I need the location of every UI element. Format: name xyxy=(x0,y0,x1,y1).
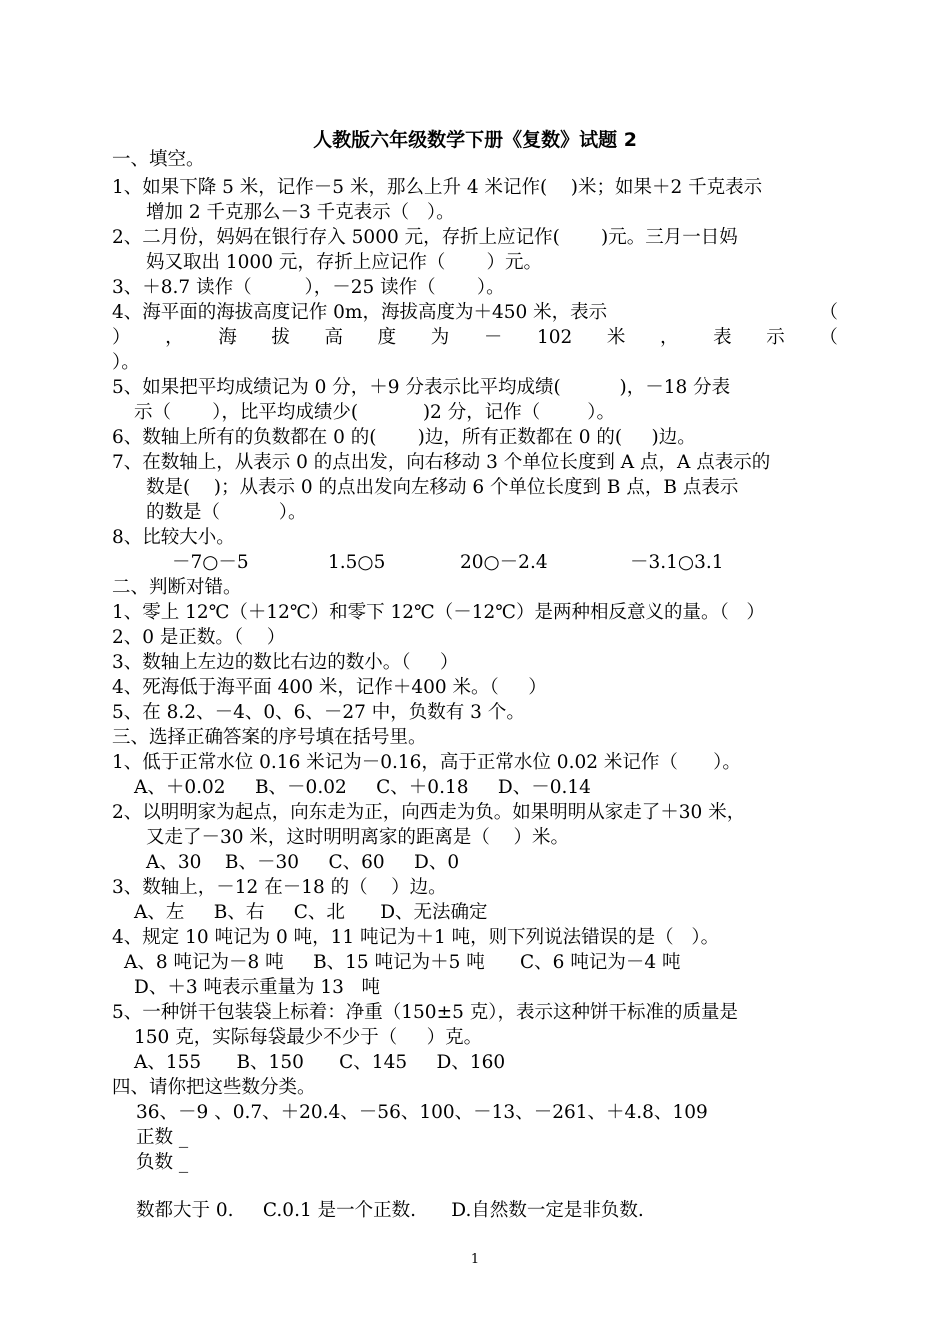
page-title: 人教版六年级数学下册《复数》试题 2 xyxy=(313,129,637,151)
compare-item: 20○－2.4 xyxy=(460,552,548,573)
q1-8-heading: 8、比较大小。 xyxy=(112,527,235,548)
q1-5-line1: 5、如果把平均成绩记为 0 分，＋9 分表示比平均成绩( )，－18 分表 xyxy=(112,377,731,398)
q1-6: 6、数轴上所有的负数都在 0 的( )边，所有正数都在 0 的( )边。 xyxy=(112,427,696,448)
q1-4-token: 度 xyxy=(377,327,397,348)
q1-1-line1: 1、如果下降 5 米，记作－5 米，那么上升 4 米记作( )米；如果＋2 千克表示 xyxy=(112,177,763,198)
q1-1-line2: 增加 2 千克那么－3 千克表示（ ）。 xyxy=(146,202,455,223)
q1-2-line2: 妈又取出 1000 元，存折上应记作（ ）元。 xyxy=(146,252,543,273)
q1-4-token: ， xyxy=(660,327,679,348)
q1-4-token: （ xyxy=(819,327,838,348)
trailing-fragment: 数都大于 0. C.0.1 是一个正数. D.自然数一定是非负数. xyxy=(136,1200,644,1221)
judge-item: 2、0 是正数。（ ） xyxy=(112,627,286,648)
section3-heading: 三、选择正确答案的序号填在括号里。 xyxy=(112,727,427,748)
q1-3: 3、＋8.7 读作（ ），－25 读作（ ）。 xyxy=(112,277,505,298)
compare-item: －7○－5 xyxy=(172,552,249,573)
judge-item: 1、零上 12℃（＋12℃）和零下 12℃（－12℃）是两种相反意义的量。（ ） xyxy=(112,602,765,623)
choice-q1-options: A、＋0.02 B、－0.02 C、＋0.18 D、－0.14 xyxy=(134,777,591,798)
choice-q2-options: A、30 B、－30 C、60 D、0 xyxy=(146,852,460,873)
choice-q3-stem: 3、数轴上，－12 在－18 的（ ）边。 xyxy=(112,877,447,898)
q1-4-token: 示 xyxy=(766,327,785,348)
q1-4-token: ） xyxy=(112,327,131,348)
compare-item: 1.5○5 xyxy=(328,552,386,573)
choice-q5-stem: 5、一种饼干包装袋上标着：净重（150±5 克），表示这种饼干标准的质量是 xyxy=(112,1002,738,1023)
q1-4-token: 拔 xyxy=(271,327,290,348)
q1-4-token: 米 xyxy=(606,327,626,348)
choice-q4-option-d: D、＋3 吨表示重量为 13 吨 xyxy=(134,977,381,998)
q1-4-token: 为 xyxy=(430,327,450,348)
choice-q4-stem: 4、规定 10 吨记为 0 吨，11 吨记为＋1 吨，则下列说法错误的是（ ）。 xyxy=(112,927,720,948)
choice-q4-options: A、8 吨记为－8 吨 B、15 吨记为＋5 吨 C、6 吨记为－4 吨 xyxy=(124,952,681,973)
q1-7-line2: 数是( )；从表示 0 的点出发向左移动 6 个单位长度到 B 点，B 点表示 xyxy=(146,477,739,498)
q1-4-line1 xyxy=(112,300,838,325)
compare-item: －3.1○3.1 xyxy=(630,552,724,573)
q1-5-line2: 示（ ），比平均成绩少( )2 分，记作（ ）。 xyxy=(134,402,615,423)
q1-4-token: 海 xyxy=(218,327,237,348)
choice-q5-options: A、155 B、150 C、145 D、160 xyxy=(134,1052,506,1073)
choice-q2-stem-cont: 又走了－30 米，这时明明离家的距离是（ ）米。 xyxy=(146,827,569,848)
choice-q2-stem: 2、以明明家为起点，向东走为正，向西走为负。如果明明从家走了＋30 米， xyxy=(112,802,746,823)
page-number: 1 xyxy=(470,1252,480,1267)
judge-item: 5、在 8.2、－4、0、6、－27 中，负数有 3 个。 xyxy=(112,702,525,723)
q1-4-line3: ）。 xyxy=(112,352,140,373)
section2-heading: 二、判断对错。 xyxy=(112,577,242,598)
section4-heading: 四、请你把这些数分类。 xyxy=(112,1077,316,1098)
choice-q5-stem-cont: 150 克，实际每袋最少不少于（ ）克。 xyxy=(134,1027,483,1048)
judge-item: 3、数轴上左边的数比右边的数小。（ ） xyxy=(112,652,459,673)
q1-7-line3: 的数是（ ）。 xyxy=(146,502,307,523)
q1-4-token: 高 xyxy=(324,327,344,348)
q1-4-token: ， xyxy=(165,327,184,348)
positive-label: 正数 _ xyxy=(136,1127,189,1148)
q1-2-line1: 2、二月份，妈妈在银行存入 5000 元，存折上应记作( )元。三月一日妈 xyxy=(112,227,738,248)
q1-4-token: － xyxy=(483,327,503,348)
q1-4-token: 表 xyxy=(713,327,732,348)
section1-heading: 一、填空。 xyxy=(112,149,205,170)
negative-label: 负数 _ xyxy=(136,1152,189,1173)
q1-7-line1: 7、在数轴上，从表示 0 的点出发，向右移动 3 个单位长度到 A 点，A 点表示的 xyxy=(112,452,771,473)
q1-4-paren: （ xyxy=(819,302,838,323)
q1-4-token: 102 xyxy=(537,327,573,348)
choice-q1-stem: 1、低于正常水位 0.16 米记为－0.16，高于正常水位 0.02 米记作（ ）。 xyxy=(112,752,741,773)
q1-4-line2 xyxy=(112,325,838,350)
number-list: 36、－9 、0.7、＋20.4、－56、100、－13、－261、＋4.8、109 xyxy=(136,1102,708,1123)
judge-item: 4、死海低于海平面 400 米，记作＋400 米。（ ） xyxy=(112,677,547,698)
q1-4-text: 4、海平面的海拔高度记作 0m，海拔高度为＋450 米，表示 xyxy=(112,302,608,323)
choice-q3-options: A、左 B、右 C、北 D、无法确定 xyxy=(134,902,488,923)
